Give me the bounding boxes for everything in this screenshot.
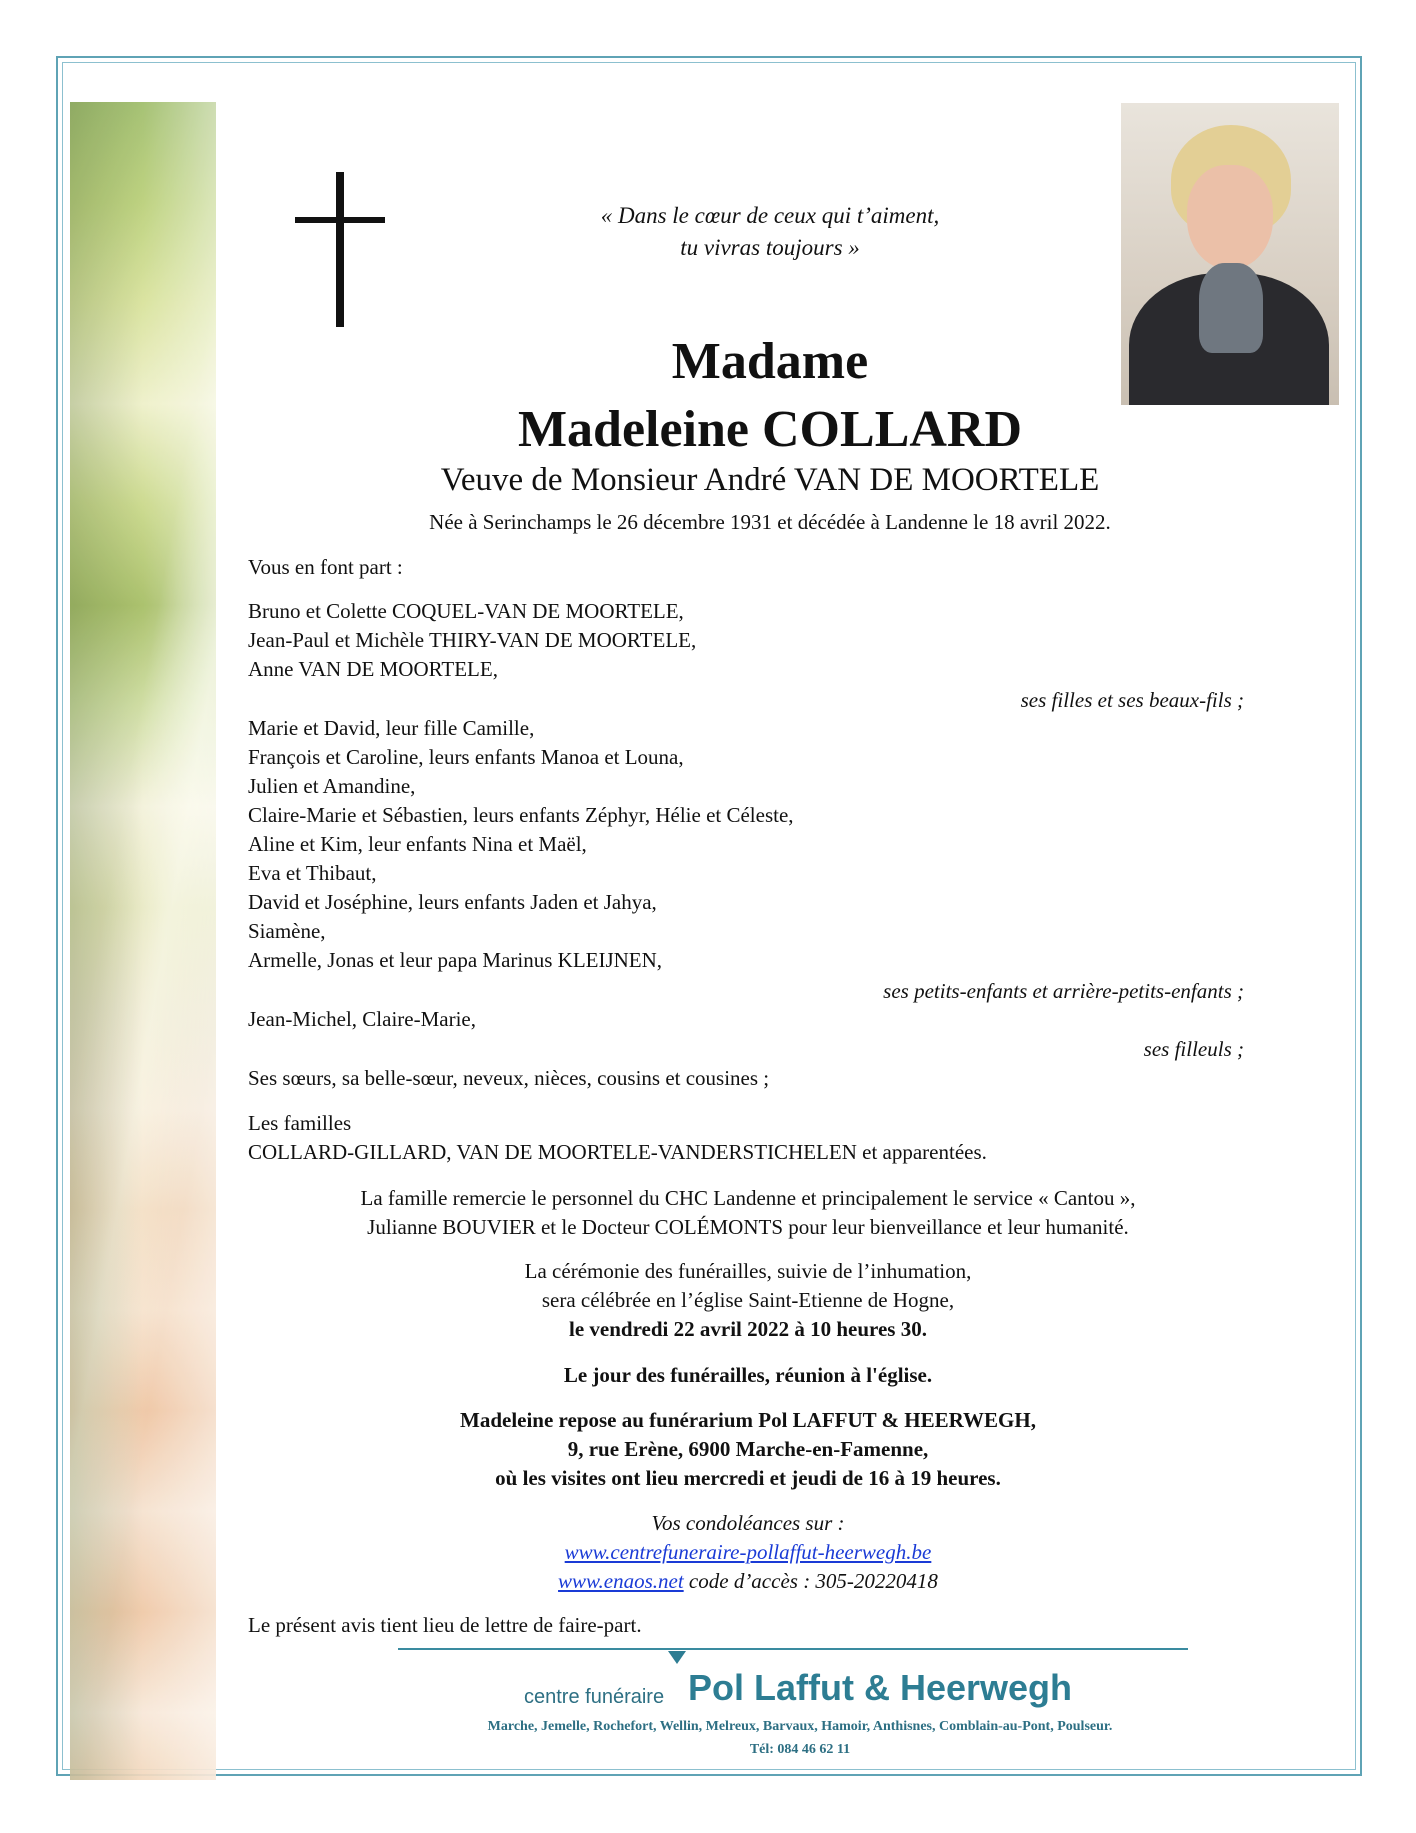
quote-line-2: tu vivras toujours » <box>680 235 860 260</box>
godchildren-role: ses filleuls ; <box>1143 1037 1244 1061</box>
grandchildren-line-6: Eva et Thibaut, <box>248 861 377 885</box>
ceremony-line-2: sera célébrée en l’église Saint-Etienne de Hogne, <box>541 1288 955 1312</box>
funeral-center-link[interactable]: www.centrefuneraire-pollaffut-heerwegh.be <box>564 1540 932 1564</box>
deceased-spouse: Veuve de Monsieur André VAN DE MOORTELE <box>440 462 1100 498</box>
visitation-line-2: 9, rue Erène, 6900 Marche-en-Famenne, <box>567 1437 929 1461</box>
children-role: ses filles et ses beaux-fils ; <box>1020 688 1244 712</box>
logo-brand-name: Pol Laffut & Heerwegh <box>688 1667 1073 1708</box>
intro-text: Vous en font part : <box>248 555 403 579</box>
families-line-1: Les familles <box>248 1111 352 1135</box>
access-code: code d’accès : 305-20220418 <box>683 1569 938 1593</box>
grandchildren-line-4: Claire-Marie et Sébastien, leurs enfants Zéphyr, Hélie et Céleste, <box>248 803 794 827</box>
condolences-label: Vos condoléances sur : <box>651 1511 845 1535</box>
godchildren-line: Jean-Michel, Claire-Marie, <box>248 1007 476 1031</box>
deceased-title: Madame <box>671 333 869 390</box>
children-line-1: Bruno et Colette COQUEL-VAN DE MOORTELE, <box>248 599 684 623</box>
children-line-3: Anne VAN DE MOORTELE, <box>248 657 498 681</box>
condolences-link-row-1 <box>248 1538 1248 1567</box>
footer-rule <box>398 1648 1188 1650</box>
condolences-link-row-2 <box>248 1567 1248 1596</box>
footer-towns: Marche, Jemelle, Rochefort, Wellin, Melreux, Barvaux, Hamoir, Anthisnes, Comblain-au-Pont, Poulseur. <box>487 1719 1113 1734</box>
children-line-2: Jean-Paul et Michèle THIRY-VAN DE MOORTELE, <box>248 628 697 652</box>
forest-path-image-strip <box>70 102 216 1780</box>
quote-line-1: « Dans le cœur de ceux qui t’aiment, <box>600 203 940 228</box>
grandchildren-line-8: Siamène, <box>248 919 326 943</box>
closing-line: Le présent avis tient lieu de lettre de faire-part. <box>248 1613 642 1637</box>
thanks-line-2: Julianne BOUVIER et le Docteur COLÉMONTS pour leur bienveillance et leur humanité. <box>367 1215 1129 1239</box>
siblings-line: Ses sœurs, sa belle-sœur, neveux, nièces, cousins et cousines ; <box>248 1066 770 1090</box>
logo-triangle-icon <box>668 1651 686 1664</box>
grandchildren-line-7: David et Joséphine, leurs enfants Jaden et Jahya, <box>248 890 657 914</box>
enaos-link[interactable]: www.enaos.net <box>558 1569 684 1593</box>
ceremony-line-1: La cérémonie des funérailles, suivie de l’inhumation, <box>524 1259 972 1283</box>
grandchildren-line-5: Aline et Kim, leur enfants Nina et Maël, <box>248 832 587 856</box>
visitation-line-1: Madeleine repose au funérarium Pol LAFFUT & HEERWEGH, <box>460 1408 1036 1432</box>
thanks-line-1: La famille remercie le personnel du CHC Landenne et principalement le service « Cantou », <box>360 1186 1136 1210</box>
grandchildren-line-2: François et Caroline, leurs enfants Manoa et Louna, <box>248 745 684 769</box>
cross-icon <box>295 172 385 327</box>
ceremony-date: le vendredi 22 avril 2022 à 10 heures 30. <box>569 1317 927 1341</box>
visitation-line-3: où les visites ont lieu mercredi et jeudi de 16 à 19 heures. <box>495 1466 1001 1490</box>
logo-small-text: centre funéraire <box>524 1686 665 1708</box>
grandchildren-line-9: Armelle, Jonas et leur papa Marinus KLEIJNEN, <box>248 948 663 972</box>
families-line-2: COLLARD-GILLARD, VAN DE MOORTELE-VANDERSTICHELEN et apparentées. <box>248 1140 987 1164</box>
meeting-line: Le jour des funérailles, réunion à l'église. <box>563 1363 933 1387</box>
grandchildren-role: ses petits-enfants et arrière-petits-enfants ; <box>883 979 1244 1003</box>
deceased-name: Madeleine COLLARD <box>517 401 1023 458</box>
portrait-photo <box>1121 103 1339 405</box>
grandchildren-line-1: Marie et David, leur fille Camille, <box>248 716 535 740</box>
grandchildren-line-3: Julien et Amandine, <box>248 774 416 798</box>
deceased-dates: Née à Serinchamps le 26 décembre 1931 et décédée à Landenne le 18 avril 2022. <box>429 510 1111 534</box>
footer-telephone: Tél: 084 46 62 11 <box>749 1742 851 1757</box>
